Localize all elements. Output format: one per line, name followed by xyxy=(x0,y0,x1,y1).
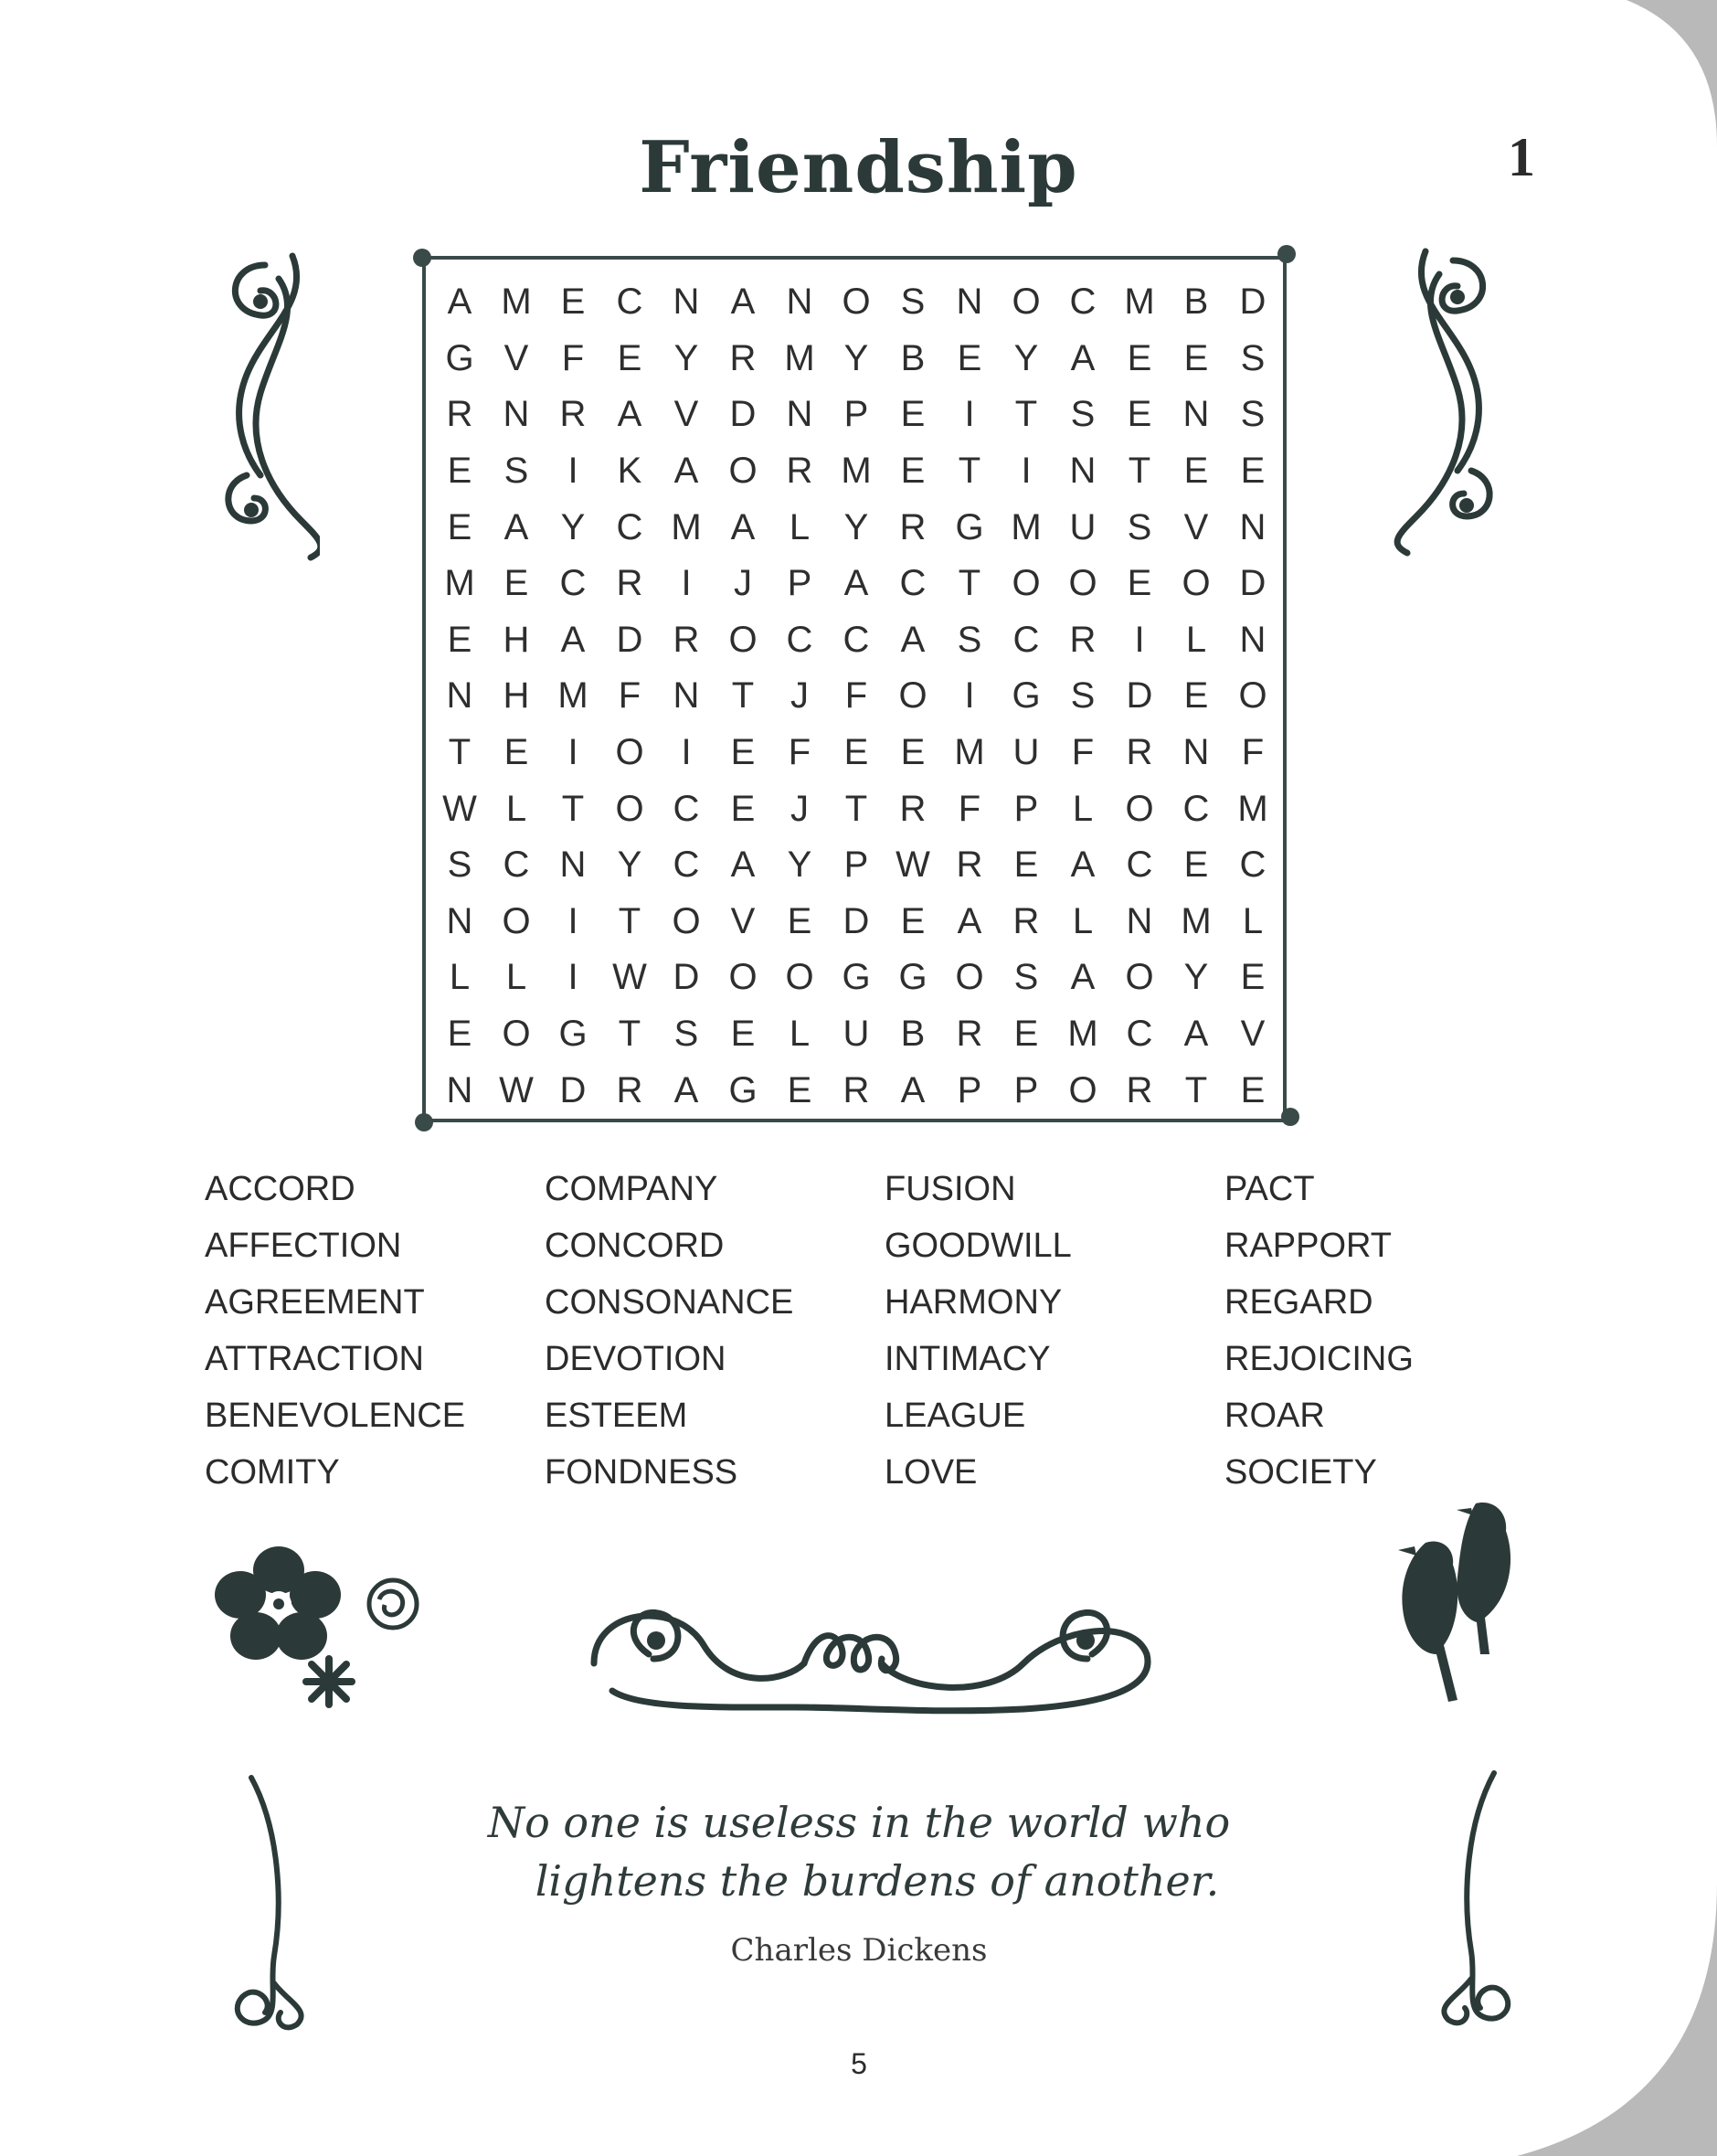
grid-cell[interactable]: C xyxy=(1239,844,1267,886)
grid-cell[interactable]: F xyxy=(958,788,981,829)
grid-cell[interactable]: A xyxy=(1070,844,1096,886)
grid-cell[interactable]: S xyxy=(957,619,982,660)
swirl-right-icon xyxy=(1389,242,1508,562)
grid-cell[interactable]: F xyxy=(618,675,641,717)
grid-cell[interactable]: C xyxy=(616,506,643,547)
puzzle-title: Friendship xyxy=(639,126,1078,209)
quote-author: Charles Dickens xyxy=(730,1932,988,1969)
grid-cell[interactable]: O xyxy=(785,957,814,998)
grid-cell[interactable]: A xyxy=(503,506,529,547)
grid-cell[interactable]: V xyxy=(1183,506,1209,547)
grid-cell[interactable]: O xyxy=(955,957,984,998)
grid-cell[interactable]: M xyxy=(501,281,532,323)
grid-cell[interactable]: N xyxy=(446,675,473,717)
word-column xyxy=(1224,1161,1414,1501)
grid-cell[interactable]: K xyxy=(617,451,642,492)
grid-cell[interactable]: E xyxy=(560,281,586,323)
grid-cell[interactable]: O xyxy=(1068,563,1097,604)
puzzle-number: 1 xyxy=(1508,127,1535,187)
grid-cell[interactable]: N xyxy=(559,844,587,886)
grid-cell[interactable]: S xyxy=(900,281,926,323)
grid-cell[interactable]: C xyxy=(1126,1014,1153,1055)
page-number: 5 xyxy=(851,2047,867,2080)
grid-cell[interactable]: R xyxy=(616,1069,643,1110)
grid-cell[interactable]: S xyxy=(1013,957,1039,998)
word-item: DEVOTION xyxy=(545,1340,726,1378)
word-item: FUSION xyxy=(885,1170,1016,1208)
grid-cell[interactable]: G xyxy=(445,337,474,378)
word-item: ESTEEM xyxy=(545,1397,688,1435)
word-item: REJOICING xyxy=(1224,1340,1414,1378)
grid-cell[interactable]: N xyxy=(1239,506,1267,547)
grid-cell[interactable]: M xyxy=(1181,900,1212,941)
grid-cell[interactable]: T xyxy=(561,788,585,829)
grid-cell[interactable]: R xyxy=(729,337,757,378)
grid-cell[interactable]: G xyxy=(728,1069,758,1110)
word-grid xyxy=(431,274,1281,1110)
grid-cell[interactable]: R xyxy=(843,1069,870,1110)
grid-cell[interactable]: D xyxy=(843,900,870,941)
grid-cell[interactable]: R xyxy=(673,619,700,660)
grid-cell[interactable]: P xyxy=(1013,1069,1039,1110)
grid-cell[interactable]: R xyxy=(899,506,927,547)
grid-cell[interactable]: E xyxy=(1127,337,1152,378)
grid-cell[interactable]: N xyxy=(1182,394,1210,435)
grid-cell[interactable]: D xyxy=(729,394,757,435)
grid-cell[interactable]: G xyxy=(955,506,984,547)
grid-cell[interactable]: A xyxy=(1070,957,1096,998)
word-item: COMITY xyxy=(205,1453,340,1492)
grid-cell[interactable]: L xyxy=(449,957,471,998)
grid-cell[interactable]: L xyxy=(505,788,527,829)
grid-cell[interactable]: L xyxy=(1072,788,1094,829)
grid-cell[interactable]: M xyxy=(1237,788,1268,829)
grid-cell[interactable]: F xyxy=(1241,732,1265,773)
grid-cell[interactable]: I xyxy=(1134,619,1145,660)
grid-cell[interactable]: C xyxy=(786,619,813,660)
word-item: RAPPORT xyxy=(1224,1227,1393,1265)
grid-cell[interactable]: R xyxy=(559,394,587,435)
grid-cell[interactable]: M xyxy=(444,563,475,604)
word-item: GOODWILL xyxy=(885,1227,1072,1265)
grid-cell[interactable]: O xyxy=(1182,563,1211,604)
grid-cell[interactable]: O xyxy=(898,675,927,717)
grid-cell[interactable]: O xyxy=(502,1014,531,1055)
grid-cell[interactable]: I xyxy=(567,732,578,773)
grid-cell[interactable]: Y xyxy=(843,337,869,378)
quote-text xyxy=(420,1793,1298,1910)
grid-cell[interactable]: M xyxy=(1124,281,1155,323)
grid-cell[interactable]: E xyxy=(730,788,756,829)
grid-cell[interactable]: I xyxy=(681,732,692,773)
birds-icon xyxy=(1389,1499,1526,1736)
grid-cell[interactable]: B xyxy=(900,337,926,378)
grid-cell[interactable]: H xyxy=(503,675,530,717)
grid-cell[interactable]: A xyxy=(1070,337,1096,378)
word-item: AGREEMENT xyxy=(205,1283,425,1322)
grid-cell[interactable]: R xyxy=(1012,900,1040,941)
word-column xyxy=(545,1161,793,1501)
grid-cell[interactable]: O xyxy=(728,957,758,998)
grid-cell[interactable]: C xyxy=(843,619,870,660)
grid-cell[interactable]: E xyxy=(447,506,472,547)
word-item: INTIMACY xyxy=(885,1340,1051,1378)
grid-cell[interactable]: T xyxy=(1128,451,1151,492)
grid-cell[interactable]: N xyxy=(446,900,473,941)
grid-cell[interactable]: O xyxy=(728,451,758,492)
grid-cell[interactable]: Y xyxy=(617,844,642,886)
grid-cell[interactable]: W xyxy=(612,957,647,998)
grid-cell[interactable]: P xyxy=(843,394,869,435)
grid-cell[interactable]: E xyxy=(1240,451,1266,492)
grid-cell[interactable]: U xyxy=(843,1014,870,1055)
grid-cell[interactable]: T xyxy=(618,900,641,941)
grid-cell[interactable]: C xyxy=(616,281,643,323)
grid-cell[interactable]: O xyxy=(842,281,871,323)
frame-corner-dot xyxy=(413,249,431,267)
grid-cell[interactable]: R xyxy=(1069,619,1097,660)
grid-cell[interactable]: V xyxy=(730,900,756,941)
word-item: BENEVOLENCE xyxy=(205,1397,466,1435)
grid-cell[interactable]: R xyxy=(956,1014,983,1055)
word-item: HARMONY xyxy=(885,1283,1063,1322)
grid-cell[interactable]: D xyxy=(616,619,643,660)
grid-cell[interactable]: A xyxy=(900,619,926,660)
grid-cell[interactable]: R xyxy=(786,451,813,492)
grid-cell[interactable]: D xyxy=(1239,281,1267,323)
grid-cell[interactable]: C xyxy=(1126,844,1153,886)
grid-cell[interactable]: T xyxy=(958,451,981,492)
word-item: SOCIETY xyxy=(1224,1453,1377,1492)
grid-cell[interactable]: E xyxy=(1013,1014,1039,1055)
grid-cell[interactable]: L xyxy=(1185,619,1207,660)
grid-cell[interactable]: T xyxy=(844,788,868,829)
grid-cell[interactable]: M xyxy=(1011,506,1042,547)
grid-cell[interactable]: O xyxy=(1012,563,1041,604)
grid-cell[interactable]: I xyxy=(964,675,975,717)
grid-cell[interactable]: N xyxy=(1239,619,1267,660)
grid-cell[interactable]: D xyxy=(673,957,700,998)
grid-cell[interactable]: C xyxy=(503,844,530,886)
grid-cell[interactable]: O xyxy=(1125,788,1154,829)
grid-cell[interactable]: H xyxy=(503,619,530,660)
grid-cell[interactable]: P xyxy=(957,1069,982,1110)
grid-cell[interactable]: Y xyxy=(1013,337,1039,378)
grid-cell[interactable]: I xyxy=(964,394,975,435)
grid-cell[interactable]: T xyxy=(958,563,981,604)
grid-cell[interactable]: O xyxy=(672,900,701,941)
word-item: PACT xyxy=(1224,1170,1315,1208)
grid-cell[interactable]: I xyxy=(681,563,692,604)
grid-cell[interactable]: M xyxy=(1067,1014,1098,1055)
grid-cell[interactable]: M xyxy=(671,506,702,547)
grid-cell[interactable]: A xyxy=(900,1069,926,1110)
grid-cell[interactable]: S xyxy=(447,844,472,886)
grid-cell[interactable]: S xyxy=(673,1014,699,1055)
grid-cell[interactable]: Y xyxy=(843,506,869,547)
word-list xyxy=(205,1161,1502,1490)
swirl-left-icon xyxy=(210,247,320,567)
quote-line: lightens the burdens of another. xyxy=(535,1856,1220,1906)
scroll-flourish-icon xyxy=(585,1590,1161,1718)
frame-corner-dot xyxy=(415,1113,433,1131)
grid-cell[interactable]: G xyxy=(842,957,871,998)
grid-cell[interactable]: O xyxy=(728,619,758,660)
grid-cell[interactable]: E xyxy=(1240,1069,1266,1110)
grid-cell[interactable]: E xyxy=(1013,844,1039,886)
grid-cell[interactable]: C xyxy=(559,563,587,604)
grid-cell[interactable]: F xyxy=(1071,732,1095,773)
grid-cell[interactable]: E xyxy=(447,451,472,492)
grid-cell[interactable]: B xyxy=(1183,281,1209,323)
grid-cell[interactable]: C xyxy=(673,788,700,829)
grid-cell[interactable]: I xyxy=(567,957,578,998)
flower-cluster-icon xyxy=(215,1545,434,1718)
grid-cell[interactable]: C xyxy=(1182,788,1210,829)
grid-cell[interactable]: L xyxy=(789,506,811,547)
word-item: ACCORD xyxy=(205,1170,355,1208)
grid-cell[interactable]: R xyxy=(899,788,927,829)
grid-cell[interactable]: L xyxy=(789,1014,811,1055)
grid-cell[interactable]: T xyxy=(1184,1069,1208,1110)
grid-cell[interactable]: E xyxy=(787,900,812,941)
grid-cell[interactable]: I xyxy=(567,451,578,492)
grid-cell[interactable]: R xyxy=(446,394,473,435)
grid-cell[interactable]: E xyxy=(617,337,642,378)
grid-cell[interactable]: E xyxy=(1127,563,1152,604)
grid-cell[interactable]: S xyxy=(1240,337,1266,378)
grid-cell[interactable]: N xyxy=(956,281,983,323)
grid-cell[interactable]: C xyxy=(899,563,927,604)
grid-cell[interactable]: A xyxy=(560,619,586,660)
grid-cell[interactable]: N xyxy=(673,675,700,717)
grid-cell[interactable]: W xyxy=(896,844,930,886)
grid-cell[interactable]: C xyxy=(1012,619,1040,660)
grid-cell[interactable]: A xyxy=(843,563,869,604)
word-item: FONDNESS xyxy=(545,1453,738,1492)
word-item: ROAR xyxy=(1224,1397,1325,1435)
grid-cell[interactable]: E xyxy=(447,1014,472,1055)
grid-cell[interactable]: A xyxy=(730,281,756,323)
grid-cell[interactable]: C xyxy=(673,844,700,886)
word-column xyxy=(205,1161,465,1501)
grid-cell[interactable]: A xyxy=(617,394,642,435)
grid-cell[interactable]: R xyxy=(1126,1069,1153,1110)
grid-cell[interactable]: N xyxy=(446,1069,473,1110)
grid-cell[interactable]: S xyxy=(1240,394,1266,435)
grid-cell[interactable]: O xyxy=(615,732,644,773)
grid-cell[interactable]: P xyxy=(843,844,869,886)
word-item: ATTRACTION xyxy=(205,1340,424,1378)
grid-cell[interactable]: J xyxy=(790,675,809,717)
grid-cell[interactable]: I xyxy=(1021,451,1032,492)
grid-cell[interactable]: N xyxy=(1069,451,1097,492)
grid-cell[interactable]: T xyxy=(618,1014,641,1055)
grid-cell[interactable]: N xyxy=(503,394,530,435)
grid-cell[interactable]: L xyxy=(1072,900,1094,941)
grid-cell[interactable]: Y xyxy=(560,506,586,547)
word-item: COMPANY xyxy=(545,1170,718,1208)
grid-cell[interactable]: M xyxy=(784,337,815,378)
grid-cell[interactable]: R xyxy=(1126,732,1153,773)
word-item: LEAGUE xyxy=(885,1397,1026,1435)
grid-cell[interactable]: A xyxy=(730,844,756,886)
grid-cell[interactable]: E xyxy=(843,732,869,773)
grid-cell[interactable]: Y xyxy=(787,844,812,886)
grid-cell[interactable]: E xyxy=(1183,337,1209,378)
frame-corner-dot xyxy=(1281,1108,1299,1126)
vine-right-icon xyxy=(1421,1768,1521,2034)
grid-cell[interactable]: Y xyxy=(673,337,699,378)
grid-cell[interactable]: E xyxy=(730,1014,756,1055)
grid-cell[interactable]: E xyxy=(1127,394,1152,435)
word-item: LOVE xyxy=(885,1453,978,1492)
grid-cell[interactable]: O xyxy=(502,900,531,941)
grid-cell[interactable]: J xyxy=(790,788,809,829)
grid-cell[interactable]: N xyxy=(1126,900,1153,941)
grid-cell[interactable]: P xyxy=(1013,788,1039,829)
grid-cell[interactable]: S xyxy=(503,451,529,492)
grid-cell[interactable]: A xyxy=(957,900,982,941)
grid-cell[interactable]: A xyxy=(730,506,756,547)
grid-cell[interactable]: D xyxy=(559,1069,587,1110)
grid-cell[interactable]: R xyxy=(616,563,643,604)
grid-cell[interactable]: G xyxy=(1012,675,1041,717)
grid-cell[interactable]: T xyxy=(448,732,472,773)
grid-cell[interactable]: O xyxy=(615,788,644,829)
grid-cell[interactable]: N xyxy=(786,394,813,435)
grid-cell[interactable]: A xyxy=(673,1069,699,1110)
grid-cell[interactable]: A xyxy=(673,451,699,492)
grid-cell[interactable]: B xyxy=(900,1014,926,1055)
grid-cell[interactable]: P xyxy=(787,563,812,604)
frame-corner-dot xyxy=(1277,245,1296,263)
grid-cell[interactable]: G xyxy=(558,1014,588,1055)
grid-cell[interactable]: V xyxy=(673,394,699,435)
grid-cell[interactable]: M xyxy=(954,732,985,773)
grid-cell[interactable]: E xyxy=(900,732,926,773)
word-item: CONCORD xyxy=(545,1227,725,1265)
grid-cell[interactable]: T xyxy=(731,675,755,717)
grid-cell[interactable]: A xyxy=(1183,1014,1209,1055)
grid-cell[interactable]: Y xyxy=(1183,957,1209,998)
grid-cell[interactable]: E xyxy=(900,394,926,435)
grid-cell[interactable]: E xyxy=(503,732,529,773)
grid-cell[interactable]: L xyxy=(505,957,527,998)
grid-cell[interactable]: O xyxy=(1125,957,1154,998)
grid-cell[interactable]: N xyxy=(786,281,813,323)
grid-cell[interactable]: S xyxy=(1070,394,1096,435)
grid-cell[interactable]: E xyxy=(900,451,926,492)
grid-cell[interactable]: E xyxy=(900,900,926,941)
grid-cell[interactable]: O xyxy=(1068,1069,1097,1110)
grid-cell[interactable]: F xyxy=(788,732,811,773)
grid-cell[interactable]: E xyxy=(957,337,982,378)
grid-cell[interactable]: N xyxy=(1182,732,1210,773)
grid-cell[interactable]: I xyxy=(567,900,578,941)
grid-cell[interactable]: O xyxy=(1012,281,1041,323)
grid-cell[interactable]: U xyxy=(1069,506,1097,547)
grid-cell[interactable]: E xyxy=(1183,451,1209,492)
grid-cell[interactable]: M xyxy=(841,451,872,492)
grid-cell[interactable]: S xyxy=(1127,506,1152,547)
grid-cell[interactable]: E xyxy=(447,619,472,660)
grid-cell[interactable]: A xyxy=(447,281,472,323)
grid-cell[interactable]: E xyxy=(503,563,529,604)
grid-cell[interactable]: C xyxy=(1069,281,1097,323)
quote-line: No one is useless in the world who xyxy=(487,1798,1231,1847)
grid-cell[interactable]: E xyxy=(787,1069,812,1110)
grid-cell[interactable]: W xyxy=(442,788,477,829)
grid-cell[interactable]: F xyxy=(561,337,585,378)
grid-cell[interactable]: S xyxy=(1070,675,1096,717)
grid-cell[interactable]: E xyxy=(1183,675,1209,717)
grid-cell[interactable]: V xyxy=(1240,1014,1266,1055)
grid-cell[interactable]: E xyxy=(730,732,756,773)
grid-cell[interactable]: M xyxy=(557,675,588,717)
grid-cell[interactable]: V xyxy=(503,337,529,378)
grid-cell[interactable]: D xyxy=(1126,675,1153,717)
vine-left-icon xyxy=(224,1773,315,2038)
word-column xyxy=(885,1161,1072,1501)
grid-cell[interactable]: T xyxy=(1014,394,1038,435)
grid-cell[interactable]: L xyxy=(1242,900,1264,941)
grid-cell[interactable]: D xyxy=(1239,563,1267,604)
grid-cell[interactable]: O xyxy=(1238,675,1267,717)
grid-cell[interactable]: E xyxy=(1183,844,1209,886)
grid-cell[interactable]: W xyxy=(499,1069,534,1110)
grid-cell[interactable]: R xyxy=(956,844,983,886)
grid-cell[interactable]: J xyxy=(734,563,752,604)
word-item: AFFECTION xyxy=(205,1227,402,1265)
word-item: REGARD xyxy=(1224,1283,1373,1322)
grid-cell[interactable]: N xyxy=(673,281,700,323)
grid-cell[interactable]: E xyxy=(1240,957,1266,998)
word-item: CONSONANCE xyxy=(545,1283,794,1322)
grid-cell[interactable]: U xyxy=(1012,732,1040,773)
grid-cell[interactable]: G xyxy=(898,957,927,998)
grid-cell[interactable]: F xyxy=(844,675,868,717)
